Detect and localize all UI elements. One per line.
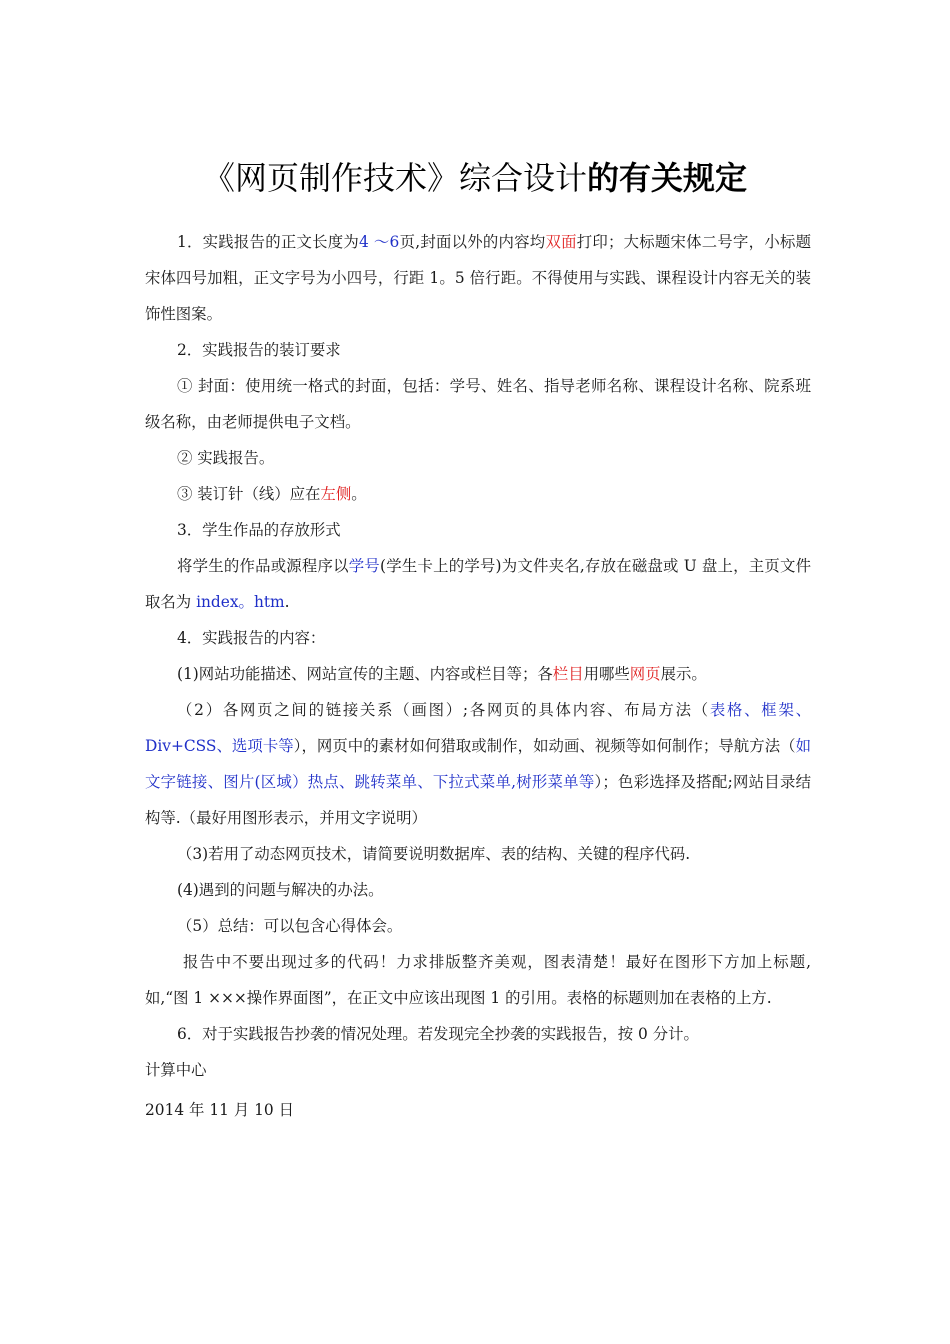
rule-4-item-2-text-2: ），网页中的素材如何猎取或制作，如动画、视频等如何制作；导航方法（ — [293, 737, 796, 755]
rule-1-paragraph — [145, 224, 811, 332]
rule-4-item-2-text: （2）各网页之间的链接关系（画图）;各网页的具体内容、布局方法（ — [177, 701, 710, 719]
rule-4-item-1-end: 展示。 — [660, 665, 707, 683]
rule-4-item-1-text: (1)网站功能描述、网站宣传的主题、内容或栏目等；各 — [177, 665, 553, 683]
rule-3-heading: 3．学生作品的存放形式 — [177, 521, 341, 539]
rule-2-item-3-end: 。 — [351, 485, 367, 503]
rule-4-item-1 — [145, 656, 811, 692]
rule-3-paragraph — [145, 548, 811, 620]
title-normal: 《网页制作技术》综合设计 — [202, 159, 587, 197]
column-highlight: 栏目 — [552, 665, 584, 683]
index-filename-highlight: index。htm — [196, 593, 285, 611]
date: 2014 年 11 月 10 日 — [145, 1101, 294, 1119]
rule-2-item-2: ② 实践报告。 — [177, 449, 275, 467]
signature: 计算中心 — [145, 1061, 207, 1079]
left-side-highlight: 左侧 — [320, 485, 352, 503]
navigation-methods-highlight: 如文字链接、图片(区域）热点、跳转菜单、下拉式菜单,树形菜单等 — [145, 737, 811, 791]
rule-4-heading: 4．实践报告的内容： — [177, 629, 326, 647]
rule-4-item-2 — [145, 692, 811, 836]
rule-3-text-end: . — [284, 593, 290, 611]
rule-3-text-2: (学生卡上的学号)为文件夹名,存放在磁盘或 U 盘上，主页文件取名为 — [145, 557, 811, 611]
document-body — [145, 224, 811, 1128]
rule-2-item-3-text: ③ 装订针（线）应在 — [177, 485, 321, 503]
rule-6-paragraph: 6．对于实践报告抄袭的情况处理。若发现完全抄袭的实践报告，按 0 分计。 — [177, 1025, 699, 1043]
rule-2-heading: 2．实践报告的装订要求 — [177, 341, 341, 359]
title-bold: 的有关规定 — [587, 159, 748, 197]
rule-1-text: 1．实践报告的正文长度为 — [177, 233, 359, 251]
rule-2-item-3 — [145, 476, 811, 512]
rule-4-item-5: （5）总结：可以包含心得体会。 — [177, 917, 403, 935]
student-id-highlight: 学号 — [348, 557, 381, 575]
page-count-highlight: 4 ～6 — [359, 233, 400, 251]
page-title — [0, 156, 950, 200]
rule-4-item-1-text-2: 用哪些 — [583, 665, 630, 683]
rule-4-item-4: (4)遇到的问题与解决的办法。 — [177, 881, 384, 899]
rule-3-text: 将学生的作品或源程序以 — [177, 557, 349, 575]
double-sided-highlight: 双面 — [545, 233, 577, 251]
rule-1-text-2: 页,封面以外的内容均 — [399, 233, 546, 251]
layout-methods-highlight: 表格、框架、Div+CSS、选项卡等 — [145, 701, 811, 755]
rule-5-paragraph: 报告中不要出现过多的代码！力求排版整齐美观，图表清楚！最好在图形下方加上标题,如,“图 1 ×××操作界面图”，在正文中应该出现图 1 的引用。表格的标题则加在表格的上方. — [145, 953, 811, 1007]
rule-4-item-2-text-3: ）；色彩选择及搭配;网站目录结构等.（最好用图形表示，并用文字说明） — [145, 773, 811, 827]
rule-4-item-3: （3)若用了动态网页技术，请简要说明数据库、表的结构、关键的程序代码. — [177, 845, 691, 863]
rule-1-text-3: 打印；大标题宋体二号字，小标题宋体四号加粗，正文字号为小四号，行距 1。5 倍行距。不得使用与实践、课程设计内容无关的装饰性图案。 — [145, 233, 811, 323]
webpage-highlight: 网页 — [629, 665, 661, 683]
rule-2-item-1: ① 封面：使用统一格式的封面，包括：学号、姓名、指导老师名称、课程设计名称、院系班级名称，由老师提供电子文档。 — [145, 377, 811, 431]
